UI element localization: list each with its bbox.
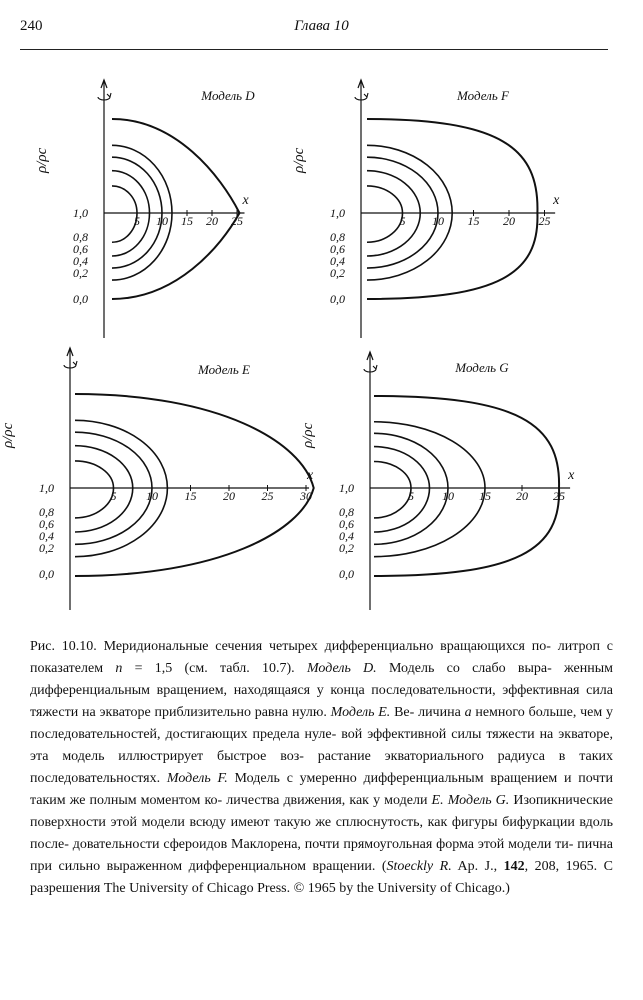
contour-level-label: 0,0 [39,567,54,581]
rotation-arrow [107,93,111,97]
x-tick-label: 5 [110,489,117,503]
x-tick-label: 5 [408,489,414,503]
contour-level-label: 0,2 [73,266,88,280]
contour-level-label: 0,4 [339,529,354,543]
x-tick-label: 25 [553,489,565,503]
caption-model-f: Модель F. [166,771,228,786]
contour-level-label: 0,0 [330,292,345,306]
x-tick-label: 25 [231,214,243,228]
contour-level-label: 1,0 [330,206,345,220]
x-tick-label: 20 [223,489,235,503]
x-axis-label: x [568,468,575,483]
caption-text: Рис. 10.10. Меридиональные сечения четырех дифференциально вращающихся по- [30,639,551,654]
x-axis-label: x [242,193,249,208]
contour-level-label: 0,4 [73,254,88,268]
contour-level-label: 1,0 [39,481,54,495]
x-tick-label: 15 [181,214,193,228]
caption-citation-author: Stoeckly R. [386,859,452,874]
x-tick-label: 15 [467,214,480,228]
density-contour [75,461,114,518]
caption-model-g: Модель G. [447,793,510,808]
chart-title: Модель E [198,362,250,377]
x-tick-label: 15 [184,489,197,503]
caption-italic: n [115,661,123,676]
contour-level-label: 0,2 [330,266,345,280]
contour-level-label: 0,6 [39,517,54,531]
contour-level-label: 0,6 [73,242,88,256]
caption-text: вой эффективной силы тяжести на экваторе, эта модель иллюстрирует быстрое воз- [30,727,613,764]
caption-text: личества движения, как у модели [226,793,432,808]
contour-level-label: 0,0 [73,292,88,306]
chart-title: Модель G [455,360,509,375]
x-tick-label: 5 [399,214,406,228]
caption-text: Изопикнические поверхности этой [30,793,614,830]
caption-model-d: Модель D. [306,661,377,676]
caption-text: Модель со слабо выра- [376,661,552,676]
caption-text: of Chicago.) [439,881,510,896]
caption-text: Ap. J., [451,859,498,874]
x-tick-label: 10 [432,214,444,228]
caption-text: Модель [227,771,280,786]
contour-level-label: 1,0 [73,206,88,220]
caption-text: эффективная сила тяжести на экваторе приблизительно равна нулю. [30,683,614,720]
contour-level-label: 0,6 [330,242,345,256]
contour-level-label: 0,4 [330,254,345,268]
page-number: 240 [20,18,43,34]
density-contour [367,186,403,242]
x-tick-label: 25 [261,489,274,503]
caption-volume: 142 [503,859,525,874]
caption-text: литроп с показателем [30,639,613,676]
x-tick-label: 20 [516,489,528,503]
chart-title: Модель D [201,88,255,103]
x-tick-label: 25 [538,214,551,228]
contour-level-label: 0,2 [339,541,354,555]
density-contour [374,447,430,532]
caption-text: женным дифференциальным вращением, находящаяся у конца последовательности, [30,661,613,698]
caption-text: довательности сфероидов Маклорена, почти прямоугольная форма этой модели ти- [72,837,574,852]
caption-text: немного больше, чем у последовательностей, достигающих предела нуле- [30,705,614,742]
x-tick-label: 10 [146,489,158,503]
caption-italic: E. [431,793,444,808]
y-axis-label: ρ/ρc [0,422,16,448]
caption-text: личина [418,705,465,720]
contour-level-label: 0,8 [39,505,54,519]
x-tick-label: 15 [479,489,491,503]
x-tick-label: 20 [503,214,515,228]
contour-level-label: 1,0 [339,481,354,495]
contour-level-label: 0,0 [339,567,354,581]
contour-level-label: 0,8 [330,230,345,244]
caption-italic: a [464,705,472,720]
contour-level-label: 0,8 [73,230,88,244]
density-contour [75,446,133,532]
surface-contour [112,119,240,299]
x-axis-label: x [553,193,560,208]
surface-contour [75,394,314,576]
x-tick-label: 5 [134,214,140,228]
x-tick-label: 10 [156,214,168,228]
caption-text: растание экваториального радиуса в таких последовательностях. [30,749,614,786]
contour-level-label: 0,6 [339,517,354,531]
running-head: Глава 10 [294,18,349,34]
y-axis-label: ρ/ρc [291,147,307,173]
rotation-arrow [373,365,377,369]
y-axis-label: ρ/ρc [300,422,316,448]
caption-text: , 208, 1965. С разрешения The University of Chicago Press. © 1965 by the University [30,859,614,896]
caption-text: = 1,5 (см. табл. 10.7). [122,661,307,676]
contour-level-label: 0,4 [39,529,54,543]
contour-level-label: 0,8 [339,505,354,519]
contour-level-label: 0,2 [39,541,54,555]
y-axis-label: ρ/ρc [34,147,50,173]
x-tick-label: 10 [442,489,454,503]
x-tick-label: 30 [300,489,312,503]
x-axis-label: x [307,468,314,483]
density-contour [374,462,411,518]
caption-text: модели всюду имеют такую же сплюснутость, как фигуры бифуркации вдоль после- [30,815,613,852]
rotation-arrow [364,93,368,97]
caption-text: Ве- [390,705,415,720]
chart-title: Модель F [457,88,509,103]
rotation-arrow [73,361,77,365]
caption-text: пична при сильно выраженном дифференциальном вращении. ( [30,837,614,874]
figure-caption [30,636,613,900]
caption-text: с умеренно дифференциальным вращением и почти таким же полным моментом ко- [30,771,614,808]
caption-model-e: Модель E. [330,705,391,720]
x-tick-label: 20 [206,214,218,228]
